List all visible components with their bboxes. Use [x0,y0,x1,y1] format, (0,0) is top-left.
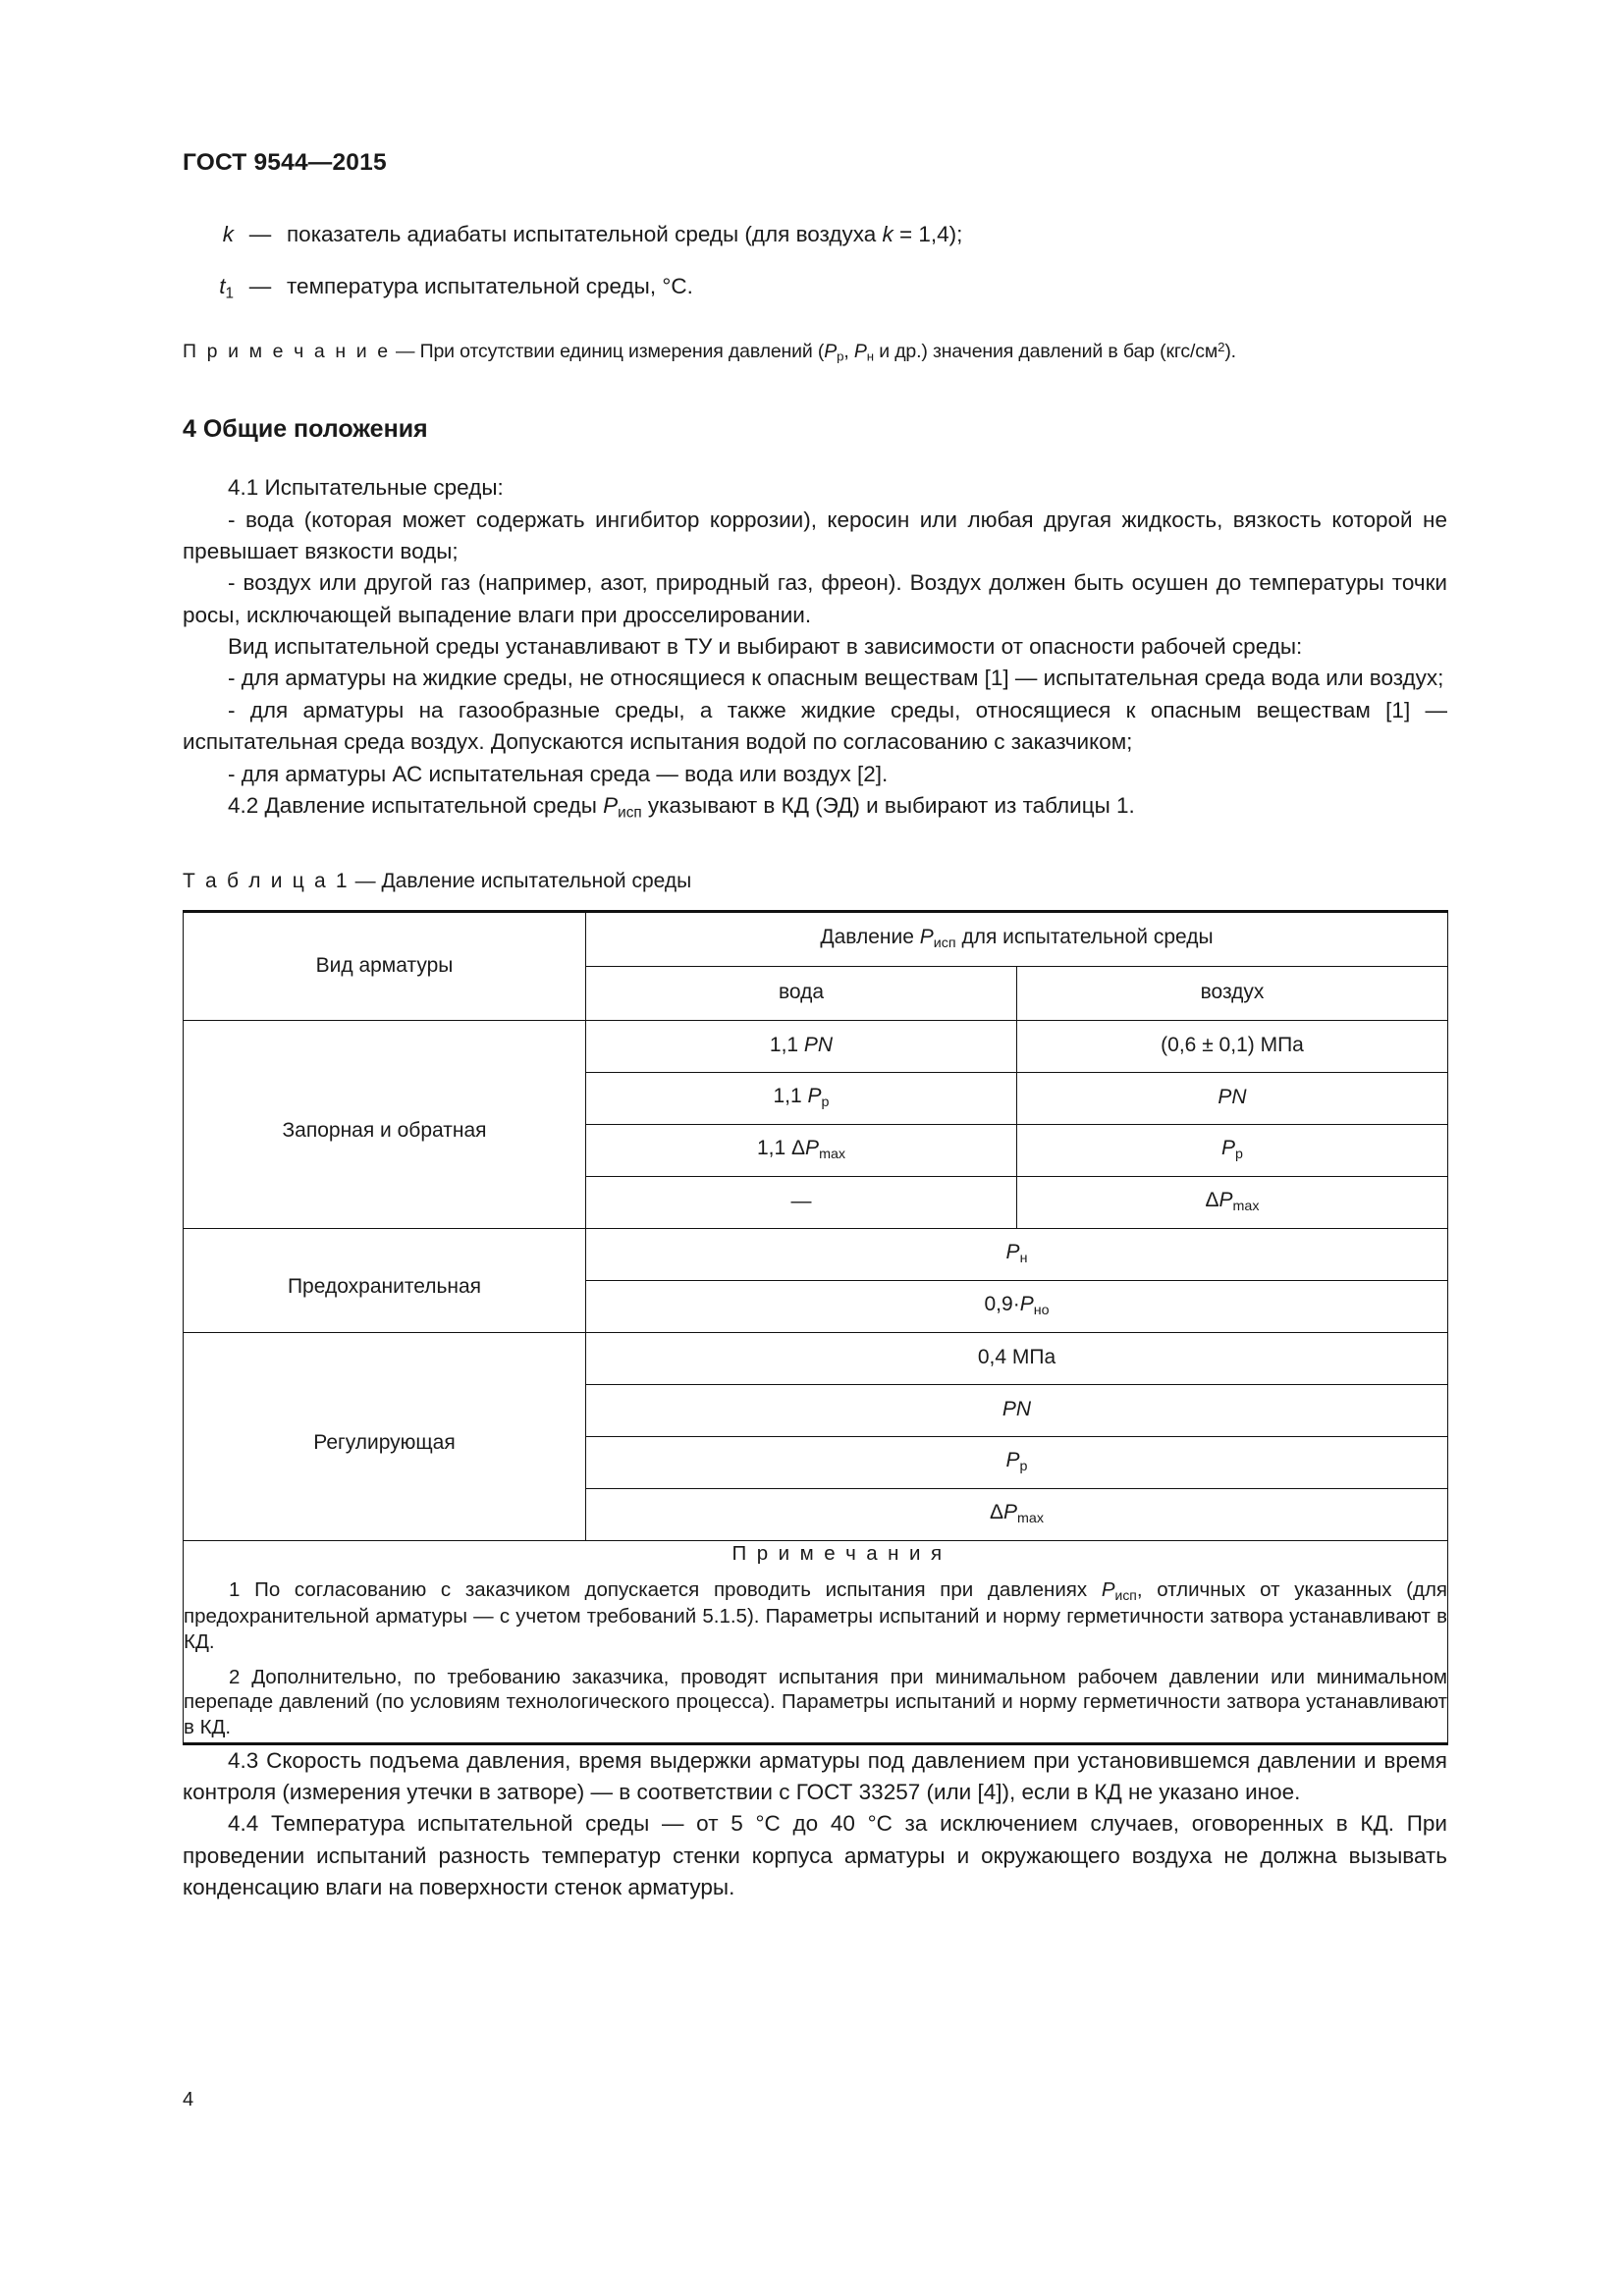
paragraph-4-1-d: - для арматуры на жидкие среды, не относящиеся к опасным веществам [1] — испытательная среда вода или воздух; [228,666,1444,691]
section-heading: 4 Общие положения [183,414,428,443]
table-notes-title: П р и м е ч а н и я [731,1541,945,1565]
symbol-definition-list [183,224,1447,300]
page-number: 4 [183,2089,194,2110]
cell-merged-reg-1: 0,4 МПа [586,1332,1448,1384]
table-header-air: воздух [1017,966,1448,1020]
cell-air-1: (0,6 ± 0,1) МПа [1017,1020,1448,1072]
paragraph-4-1-c: Вид испытательной среды устанавливают в ТУ и выбирают в зависимости от опасности рабочей среды: [228,634,1303,660]
row-label-reguliruyushchaya: Регулирующая [184,1332,586,1540]
cell-merged-reg-2: PN [586,1384,1448,1436]
document-body [183,224,1447,1904]
table-row [184,1228,1448,1280]
table-note-2: 2 Дополнительно, по требованию заказчика, проводят испытания при минимальном рабочем давлении или минимальном перепаде давлений (по условиям технологического процесса). Параметры испытаний и норму герметичности затвора устанавливают в КД. [184,1665,1448,1738]
table-header-row-1 [184,911,1448,966]
table-header-vid-armatury: Вид арматуры [184,911,586,1020]
definition-dash: — [248,273,272,298]
pressure-table [183,910,1448,1745]
cell-water-2: 1,1 $P_р$ [586,1072,1017,1124]
definition-row-t1 [183,273,1447,301]
table-notes-row [184,1540,1448,1743]
table-header-pressure-group: Давление $P_{исп}$ для испытательной среды [586,911,1448,966]
symbol-t1: $t_1$ [219,273,234,301]
cell-water-1: 1,1 PN [586,1020,1017,1072]
paragraph-4-2: 4.2 Давление испытательной среды $P_{исп}$ указывают в КД (ЭД) и выбирают из таблицы 1. [228,793,1135,822]
row-label-predohranitelnaya: Предохранительная [184,1228,586,1332]
paragraph-4-1-f: - для арматуры АС испытательная среда — вода или воздух [2]. [228,761,889,786]
row-label-zapornaya: Запорная и обратная [184,1020,586,1228]
definition-text-k: показатель адиабаты испытательной среды (для воздуха k = 1,4); [287,222,963,246]
note-paragraph: П р и м е ч а н и е — При отсутствии единиц измерения давлений ($P_р$, $P_н$ и др.) значения давлений в бар $(кгс/см^2)$. [183,340,1236,364]
paragraph-4-1-a: - вода (которая может содержать ингибитор коррозии), керосин или любая другая жидкость, вязкость которой не превышает вязкости воды; [183,507,1447,563]
cell-air-2: PN [1017,1072,1448,1124]
paragraph-4-1-b: - воздух или другой газ (например, азот, природный газ, фреон). Воздух должен быть осушен до температуры точки росы, исключающей выпадение влаги при дросселировании. [183,570,1447,627]
cell-water-4: — [586,1176,1017,1228]
definition-text-t1: температура испытательной среды, °С. [287,273,693,298]
paragraph-4-1-e: - для арматуры на газообразные среды, а также жидкие среды, относящиеся к опасным веществам [1] — испытательная среда воздух. Допускаются испытания водой по согласованию с заказчиком; [183,697,1447,755]
table-note-1: 1 По согласованию с заказчиком допускается проводить испытания при давлениях $P_{исп}$, отличных от указанных (для предохранительной арматуры — с учетом требований 5.1.5). Параметры испытаний и норму герметичности затвора устанавливают в КД. [184,1578,1448,1654]
symbol-k: k [222,222,234,246]
paragraph-4-4: 4.4 Температура испытательной среды — от 5 °С до 40 °С за исключением случаев, оговоренных в КД. При проведении испытаний разность температур стенки корпуса арматуры и окружающего воздуха не должна вызывать конденсацию влаги на поверхности стенок арматуры. [183,1811,1447,1900]
cell-merged-ph-2: $0,9\cdot P_{но}$ [586,1280,1448,1332]
paragraph-4-3: 4.3 Скорость подъема давления, время выдержки арматуры под давлением при установившемся давлении и время контроля (измерения утечки в затворе) — в соответствии с ГОСТ 33257 (или [4]), если в КД не указано иное. [183,1747,1447,1804]
cell-air-4: $\Delta P_{max}$ [1017,1176,1448,1228]
table-notes [184,1540,1448,1743]
cell-air-3: $P_р$ [1017,1124,1448,1176]
definition-dash: — [248,222,272,246]
cell-merged-ph-1: $P_н$ [586,1228,1448,1280]
cell-water-3: 1,1 $\Delta P_{max}$ [586,1124,1017,1176]
table-row [184,1332,1448,1384]
paragraph-4-1-intro: 4.1 Испытательные среды: [228,475,504,501]
table-caption: Т а б л и ц а 1 — Давление испытательной среды [183,870,692,893]
table-header-water: вода [586,966,1017,1020]
table-row [184,1020,1448,1072]
cell-merged-reg-4: $\Delta P_{max}$ [586,1488,1448,1540]
cell-merged-reg-3: $P_р$ [586,1436,1448,1488]
page-title: ГОСТ 9544—2015 [183,149,387,176]
definition-row-k [183,224,1447,246]
